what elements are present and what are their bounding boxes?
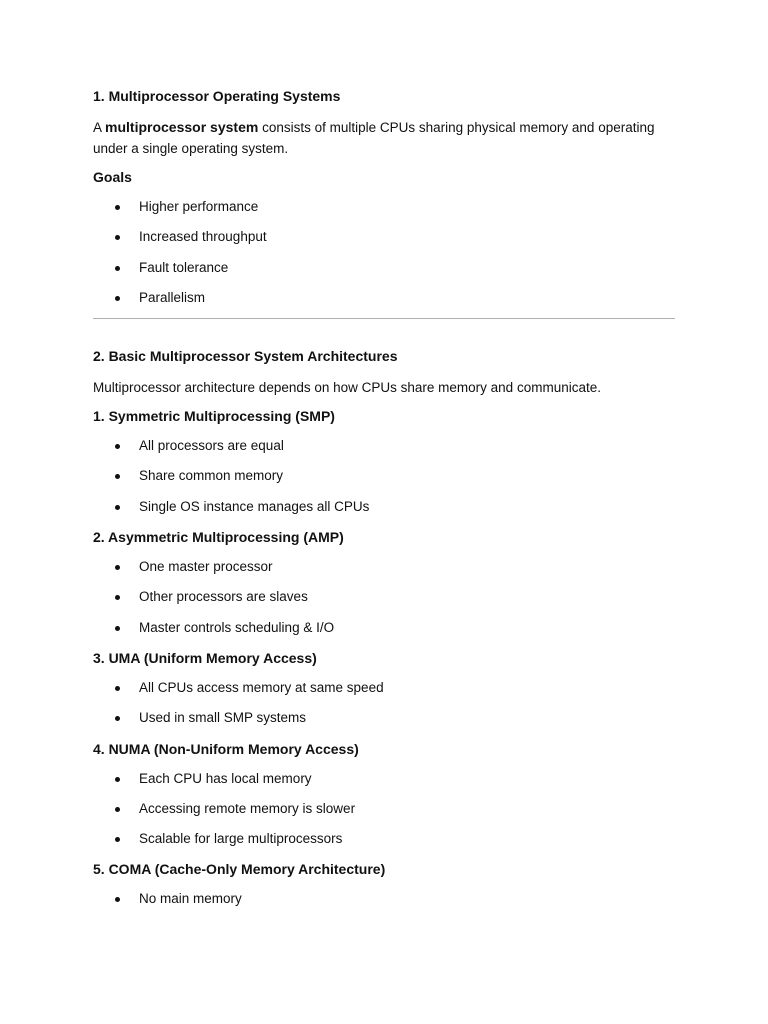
arch-list-amp	[93, 557, 675, 638]
bullet-icon	[115, 837, 120, 842]
section-divider	[93, 318, 675, 319]
arch-heading-amp: 2. Asymmetric Multiprocessing (AMP)	[93, 529, 344, 546]
list-item: Single OS instance manages all CPUs	[93, 497, 675, 517]
list-item: All processors are equal	[93, 436, 675, 456]
bullet-icon	[115, 626, 120, 631]
list-item: Scalable for large multiprocessors	[93, 829, 675, 849]
bullet-icon	[115, 716, 120, 721]
section-2-intro: Multiprocessor architecture depends on how CPUs share memory and communicate.	[93, 380, 601, 396]
arch-heading-coma: 5. COMA (Cache-Only Memory Architecture)	[93, 861, 386, 878]
bullet-icon	[115, 897, 120, 902]
goals-heading: Goals	[93, 169, 132, 185]
intro-bold-term: multiprocessor system	[105, 119, 259, 135]
arch-heading-smp: 1. Symmetric Multiprocessing (SMP)	[93, 408, 335, 425]
list-item: Used in small SMP systems	[93, 708, 675, 728]
list-item: Other processors are slaves	[93, 587, 675, 607]
section-1-title: 1. Multiprocessor Operating Systems	[93, 88, 341, 104]
bullet-icon	[115, 807, 120, 812]
bullet-icon	[115, 205, 120, 210]
arch-list-numa	[93, 769, 675, 850]
bullet-icon	[115, 686, 120, 691]
list-item: Accessing remote memory is slower	[93, 799, 675, 819]
goals-list	[93, 197, 675, 308]
bullet-icon	[115, 565, 120, 570]
arch-heading-numa: 4. NUMA (Non-Uniform Memory Access)	[93, 740, 359, 757]
list-item: Higher performance	[93, 197, 675, 217]
list-item: One master processor	[93, 557, 675, 577]
list-item: Master controls scheduling & I/O	[93, 618, 675, 638]
arch-list-uma	[93, 678, 675, 728]
list-item: All CPUs access memory at same speed	[93, 678, 675, 698]
bullet-icon	[115, 777, 120, 782]
list-item: Parallelism	[93, 288, 675, 308]
intro-prefix: A	[93, 120, 106, 135]
arch-list-coma	[93, 889, 675, 909]
document-content	[93, 86, 675, 920]
section-1-intro	[93, 117, 675, 159]
bullet-icon	[115, 235, 120, 240]
bullet-icon	[115, 595, 120, 600]
list-item: No main memory	[93, 889, 675, 909]
arch-heading-uma: 3. UMA (Uniform Memory Access)	[93, 649, 317, 666]
list-item: Share common memory	[93, 466, 675, 486]
list-item: Fault tolerance	[93, 258, 675, 278]
list-item: Increased throughput	[93, 227, 675, 247]
bullet-icon	[115, 444, 120, 449]
bullet-icon	[115, 505, 120, 510]
list-item: Each CPU has local memory	[93, 769, 675, 789]
bullet-icon	[115, 474, 120, 479]
section-2-title: 2. Basic Multiprocessor System Architectures	[93, 348, 398, 365]
arch-list-smp	[93, 436, 675, 517]
bullet-icon	[115, 266, 120, 271]
intro-suffix: consists of multiple CPUs sharing physical memory and operating under a single operating system.	[93, 120, 655, 156]
bullet-icon	[115, 296, 120, 301]
